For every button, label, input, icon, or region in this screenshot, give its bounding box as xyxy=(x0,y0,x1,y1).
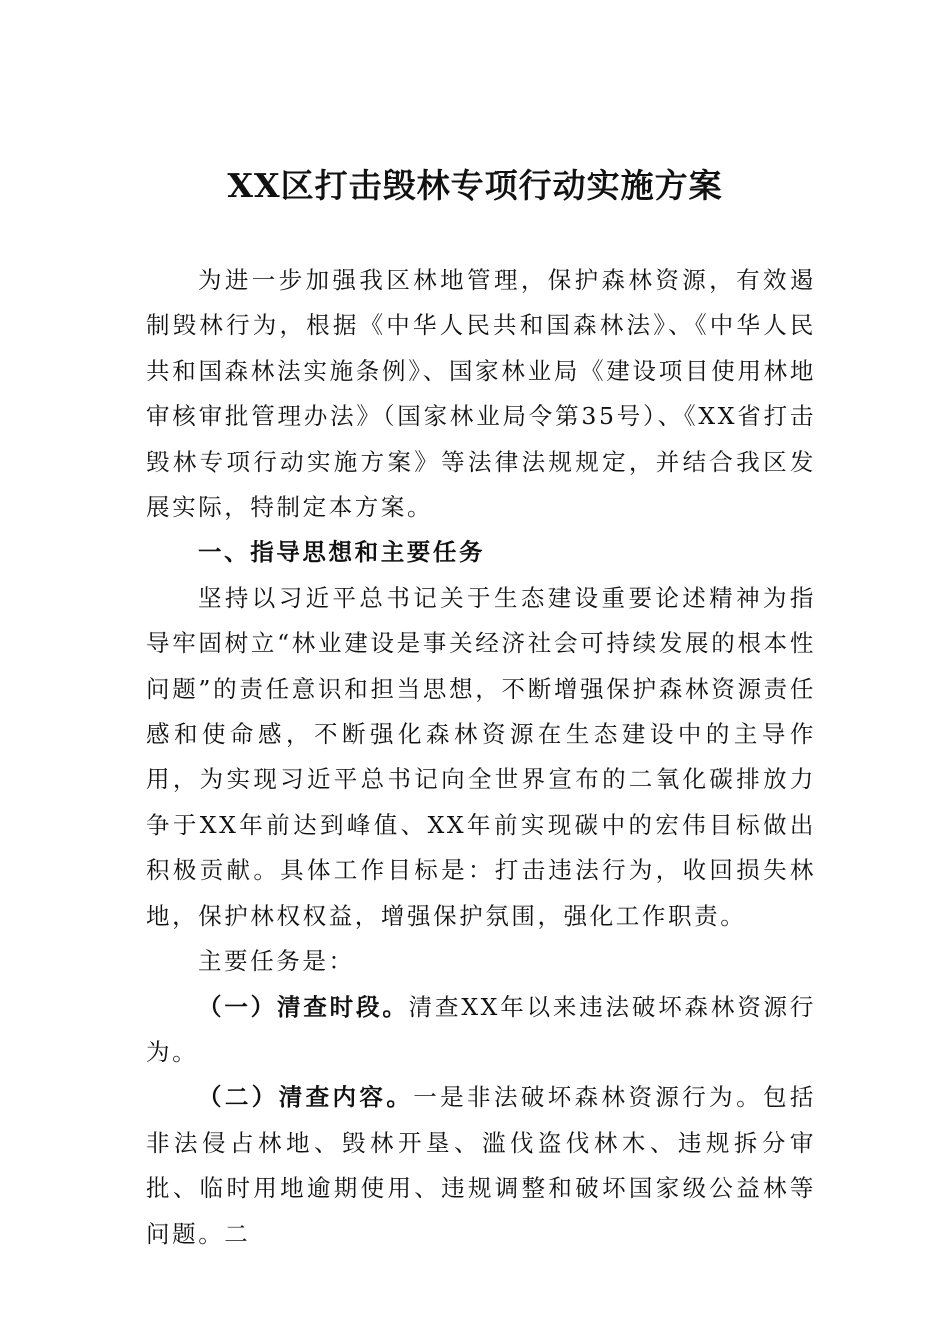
intro-paragraph: 为进一步加强我区林地管理，保护森林资源，有效遏制毁林行为，根据《中华人民共和国森林法》、《中华人民共和国森林法实施条例》、国家林业局《建设项目使用林地审核审批管理办法》（国家林业局令第35号）、《XX省打击毁林专项行动实施方案》等法律法规规定，并结合我区发展实际，特制定本方案。 xyxy=(146,266,816,522)
task-2-label: （二）清查内容。 xyxy=(198,1083,414,1112)
task-1-paragraph xyxy=(146,985,816,1076)
document-title: XX区打击毁林专项行动实施方案 xyxy=(227,166,723,205)
section-heading-1: 一、指导思想和主要任务 xyxy=(198,538,486,567)
section-1-paragraph: 坚持以习近平总书记关于生态建设重要论述精神为指导牢固树立“林业建设是事关经济社会可持续发展的根本性问题”的责任意识和担当思想，不断增强保护森林资源责任感和使命感，不断强化森林资源在生态建设中的主导作用，为实现习近平总书记向全世界宣布的二氧化碳排放力争于XX年前达到峰值、XX年前实现碳中的宏伟目标做出积极贡献。具体工作目标是：打击违法行为，收回损失林地，保护林权权益，增强保护氛围，强化工作职责。 xyxy=(146,583,816,930)
task-2-text: 一是非法破坏森林资源行为。包括非法侵占林地、毁林开垦、滥伐盗伐林木、违规拆分审批、临时用地逾期使用、违规调整和破坏国家级公益林等问题。二 xyxy=(146,1083,816,1248)
task-1-label: （一）清查时段。 xyxy=(198,992,409,1021)
main-tasks-intro: 主要任务是： xyxy=(198,947,355,976)
task-2-paragraph xyxy=(146,1075,816,1257)
task-1-text: 清查XX年以来违法破坏森林资源行为。 xyxy=(146,992,816,1066)
document-body xyxy=(146,258,816,1257)
